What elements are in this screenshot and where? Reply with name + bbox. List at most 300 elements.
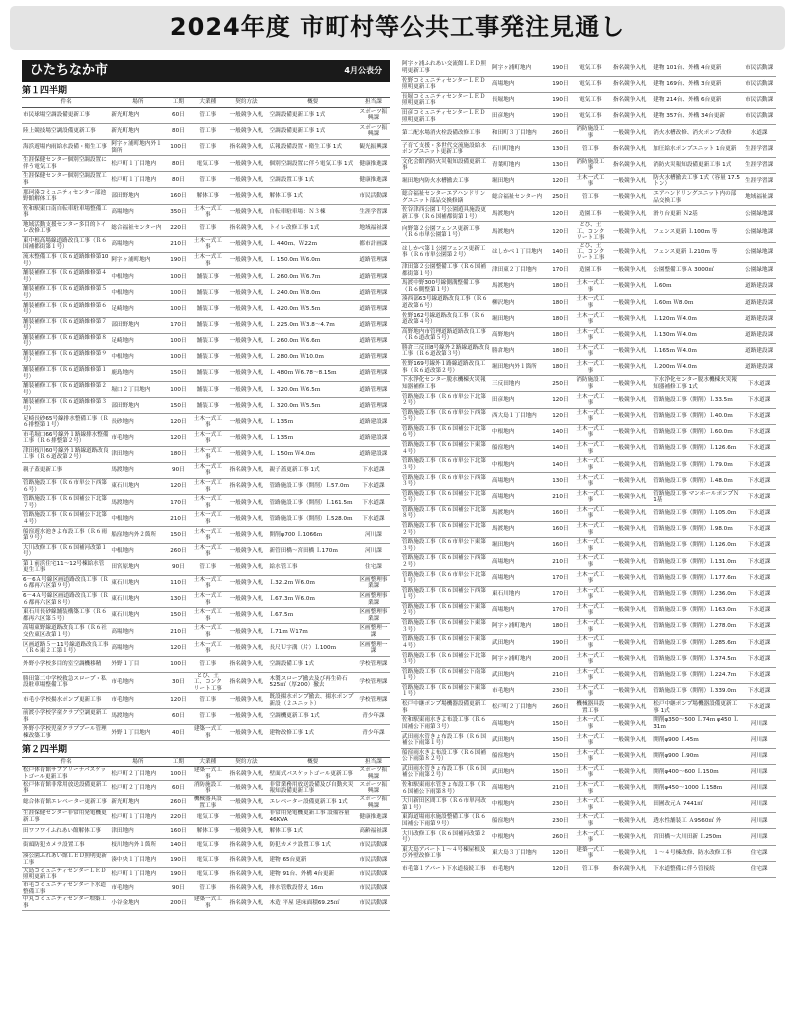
cell-project-name: 管路施設工事（Ｒ６国補公下東第１号） <box>401 683 491 699</box>
cell-summary: 公園整備工事Ａ 3000㎡ <box>652 262 742 278</box>
cell-summary: 管路施設工事（開削）Ｌ163.0ｍ <box>652 602 742 618</box>
cell-summary: フェンス更新 Ｌ210ｍ 等 <box>652 242 742 262</box>
cell-category: 建築一式工事 <box>191 767 224 781</box>
cell-location: 市毛地内 <box>491 861 547 877</box>
cell-duration: 210日 <box>547 489 573 505</box>
cell-duration: 30日 <box>166 672 192 692</box>
cell-department: 下水道課 <box>742 570 776 586</box>
cell-summary: 管路施設工事（開削）Ｌ161.5ｍ <box>269 495 357 511</box>
cell-summary: 開削φ350～500 Ｌ74ｍ φ450 Ｌ31ｍ <box>652 716 742 732</box>
cell-category: 土木一式工事 <box>574 651 608 667</box>
cell-location: 長砂地内 <box>110 414 165 430</box>
cell-location: 外野１丁目地内 <box>110 725 165 741</box>
cell-project-name: 東石川長砂線舗装構築工事（Ｒ６都再六区第５号） <box>22 608 110 624</box>
city-name: ひたちなか市 <box>30 62 109 78</box>
cell-location: 柳沢地内 <box>491 295 547 311</box>
cell-location: 船窪地内 <box>491 813 547 829</box>
cell-duration: 190日 <box>166 853 192 867</box>
table-row <box>401 76 776 92</box>
cell-location: 馬渡地内 <box>110 709 165 725</box>
cell-summary: Ｌ 480ｍ Ｗ6.78～8.15ｍ <box>269 366 357 382</box>
cell-category: 土木一式工事 <box>574 619 608 635</box>
cell-category: 土木一式工事 <box>574 797 608 813</box>
cell-department: 下水道課 <box>357 511 390 527</box>
table-row <box>22 301 390 317</box>
cell-contract-method: 一般競争入札 <box>224 591 268 607</box>
cell-category: 土木一式工事 <box>574 813 608 829</box>
cell-duration: 150日 <box>166 398 192 414</box>
cell-summary: 管路施設工事（開削）Ｌ57.0ｍ <box>269 479 357 495</box>
cell-project-name: 阿字ヶ浦ふれあい交流館ＬＥＤ照明更新工事 <box>401 60 491 76</box>
cell-project-name: 那珂湊コミュニティセンター部池野館解体工事 <box>22 188 110 204</box>
cell-project-name: 舗装補修工事（Ｒ６道路維修第７号） <box>22 317 110 333</box>
cell-summary: 開削φ450～1000 Ｌ158ｍ <box>652 780 742 796</box>
cell-location: 新光町地内 <box>110 107 165 123</box>
cell-category: 舗装工事 <box>191 301 224 317</box>
cell-project-name: 佐和駅東雨水きよ布設工事（Ｒ６国補公下雨第３号） <box>401 716 491 732</box>
cell-project-name: 管路施設工事（Ｒ６市単公下西第５号） <box>401 408 491 424</box>
cell-duration: 220日 <box>166 220 192 236</box>
cell-project-name: 佐野コミュニティセンターＬＥＤ照明更新工事 <box>401 76 491 92</box>
cell-project-name: 管路施設工事（Ｒ６市単公下西第６号） <box>22 479 110 495</box>
cell-duration: 210日 <box>547 780 573 796</box>
cell-department: スポーツ振興課 <box>357 107 390 123</box>
cell-department: 区画整理事業課 <box>357 591 390 607</box>
header-location: 場所 <box>110 757 165 766</box>
cell-category: 舗装工事 <box>191 269 224 285</box>
cell-duration: 190日 <box>547 109 573 125</box>
cell-duration: 160日 <box>166 824 192 838</box>
cell-contract-method: 一般競争入札 <box>607 635 652 651</box>
cell-summary: 管路施設工事（開削）Ｌ374.5ｍ <box>652 651 742 667</box>
header-summary: 概要 <box>269 98 357 107</box>
cell-project-name: 湊公園ふれあい館ＬＥＤ照明更新工事 <box>22 853 110 867</box>
table-row <box>401 570 776 586</box>
cell-location: 足崎地内 <box>110 301 165 317</box>
cell-category: 建築一式工事 <box>191 725 224 741</box>
cell-project-name: 津田第２公園整備工事（Ｒ６国補都街第１号） <box>401 262 491 278</box>
cell-location: 武田地内 <box>491 732 547 748</box>
cell-department: 下水道課 <box>742 473 776 489</box>
cell-duration: 60日 <box>166 107 192 123</box>
cell-location: 堀田地内 <box>491 311 547 327</box>
cell-location: 小谷金地内 <box>110 896 165 910</box>
cell-summary: 管路施設工事（開削）Ｌ224.7ｍ <box>652 667 742 683</box>
cell-summary: 消防火災報知設備更新工事 1式 <box>652 157 742 173</box>
cell-department: 道路建設課 <box>742 295 776 311</box>
cell-department: 道路管理課 <box>357 317 390 333</box>
header-project-name: 件名 <box>22 757 110 766</box>
cell-category: 土木一式工事 <box>574 505 608 521</box>
cell-contract-method: 指名競争入札 <box>224 767 268 781</box>
cell-category: 舗装工事 <box>191 333 224 349</box>
cell-summary: フェンス更新 Ｌ100ｍ 等 <box>652 222 742 242</box>
cell-duration: 150日 <box>166 366 192 382</box>
cell-category: 管工事 <box>191 107 224 123</box>
cell-department: 道路管理課 <box>357 366 390 382</box>
cell-project-name: 舗装補修工事（Ｒ６道路維修第４号） <box>22 269 110 285</box>
cell-duration: 230日 <box>547 813 573 829</box>
cell-contract-method: 指名競争入札 <box>607 60 652 76</box>
cell-department: 河川課 <box>742 813 776 829</box>
cell-contract-method: 一般競争入札 <box>607 440 652 456</box>
cell-department: 生涯学習課 <box>742 173 776 189</box>
cell-contract-method: 一般競争入札 <box>607 699 652 715</box>
cell-department: 市民活動課 <box>357 188 390 204</box>
cell-category: とび、土工、コンクリート工事 <box>191 672 224 692</box>
cell-project-name: 子育て支援・多世代交流施設給水ポンプユニット更新工事 <box>401 141 491 157</box>
cell-location: 新光町地内 <box>110 123 165 139</box>
cell-duration: 180日 <box>547 619 573 635</box>
cell-location: 中根地内 <box>110 543 165 559</box>
table-row <box>22 624 390 640</box>
cell-duration: 120日 <box>547 206 573 222</box>
cell-project-name: 中丸コミュニティセンター増築工事 <box>22 896 110 910</box>
table-row <box>22 692 390 708</box>
cell-project-name: 武田雨水管きょ布設工事（Ｒ６国補公下雨第２号） <box>401 764 491 780</box>
cell-summary: 解体工事 1式 <box>269 188 357 204</box>
cell-contract-method: 一般競争入札 <box>224 543 268 559</box>
header-department: 担当課 <box>357 98 390 107</box>
cell-project-name: 市毛コミュニティセンター下水道整備工事 <box>22 881 110 895</box>
cell-duration: 130日 <box>166 591 192 607</box>
table-row <box>401 586 776 602</box>
cell-department: 生涯学習課 <box>742 141 776 157</box>
cell-category: 土木一式工事 <box>574 473 608 489</box>
cell-project-name: 大川新田区間工事（Ｒ６市単河改第１号） <box>401 797 491 813</box>
table-row <box>22 709 390 725</box>
cell-contract-method: 一般競争入札 <box>607 813 652 829</box>
table-row <box>401 635 776 651</box>
cell-summary: 建物 169台、外構 3台更新 <box>652 76 742 92</box>
cell-category: 土木一式工事 <box>574 440 608 456</box>
cell-summary: 管路施設工事（開削）Ｌ126.0ｍ <box>652 538 742 554</box>
cell-category: 管工事 <box>191 123 224 139</box>
cell-department: 区画整理一課 <box>357 624 390 640</box>
cell-department: 観光振興課 <box>357 140 390 156</box>
cell-department: 道路建設課 <box>742 311 776 327</box>
section-q1-heading: 第１四半期 <box>22 86 68 96</box>
cell-summary: 管路施設工事（開削）Ｌ33.5ｍ <box>652 392 742 408</box>
cell-category: 土木一式工事 <box>191 479 224 495</box>
cell-contract-method: 指名競争入札 <box>607 92 652 108</box>
cell-location: 武田地内 <box>491 667 547 683</box>
cell-contract-method: 一般競争入札 <box>224 107 268 123</box>
table-row <box>22 608 390 624</box>
cell-department: 道路管理課 <box>357 349 390 365</box>
cell-contract-method: 一般競争入札 <box>607 327 652 343</box>
cell-summary: 給水管工事 <box>269 559 357 575</box>
cell-duration: 190日 <box>547 76 573 92</box>
cell-department: 生涯学習課 <box>357 204 390 220</box>
cell-project-name: 地域活動支援センター多目的トイレ改修工事 <box>22 220 110 236</box>
cell-location: 勝倉地内 <box>491 343 547 359</box>
cell-location: 高場地内 <box>491 554 547 570</box>
cell-department: 住宅課 <box>357 559 390 575</box>
cell-project-name: 武田雨水管きょ布設工事（Ｒ６国補公下雨第１号） <box>401 732 491 748</box>
cell-duration: 100日 <box>166 140 192 156</box>
cell-summary: Ｌ67.3ｍ Ｗ6.0ｍ <box>269 591 357 607</box>
cell-department: 下水道課 <box>742 521 776 537</box>
cell-project-name: はしかべ第１公園フェンス更新工事（Ｒ６市単公園第２号） <box>401 242 491 262</box>
cell-category: 管工事 <box>574 861 608 877</box>
cell-duration: 180日 <box>547 311 573 327</box>
table-row <box>22 123 390 139</box>
table-row <box>401 829 776 845</box>
cell-location: 高場地内 <box>491 473 547 489</box>
cell-summary: Ｌ165ｍ Ｗ4.0ｍ <box>652 343 742 359</box>
cell-department: 下水道課 <box>742 538 776 554</box>
right-column <box>401 60 776 1018</box>
table-row <box>401 141 776 157</box>
city-banner <box>22 60 390 82</box>
cell-department: 道路建設課 <box>742 360 776 376</box>
cell-project-name: 舗装補修工事（Ｒ６道路維修第９号） <box>22 349 110 365</box>
cell-department: 道路管理課 <box>357 333 390 349</box>
table-row <box>22 781 390 795</box>
cell-duration: 210日 <box>547 554 573 570</box>
cell-department: 下水道課 <box>742 651 776 667</box>
cell-project-name: 管路施設工事（Ｒ６国補公下北第４号） <box>22 511 110 527</box>
table-row <box>401 667 776 683</box>
cell-duration: 210日 <box>547 667 573 683</box>
cell-duration: 250日 <box>547 190 573 206</box>
cell-duration: 80日 <box>166 156 192 172</box>
cell-location: 阿字ヶ浦町地内 <box>491 60 547 76</box>
cell-department: 道路管理課 <box>357 301 390 317</box>
cell-duration: 260日 <box>547 829 573 845</box>
cell-duration: 120日 <box>166 640 192 656</box>
cell-summary: 管路施設工事（開削）Ｌ126.6ｍ <box>652 440 742 456</box>
table-row <box>22 867 390 881</box>
cell-category: 機械器具設置工事 <box>574 699 608 715</box>
table-row <box>401 92 776 108</box>
cell-duration: 260日 <box>547 699 573 715</box>
cell-location: 馬渡地内 <box>110 462 165 478</box>
table-row <box>22 220 390 236</box>
cell-summary: Ｌ60ｍ <box>652 279 742 295</box>
cell-location: 馬渡地内 <box>491 505 547 521</box>
cell-project-name: 総合福祉センターエアハンドリングユニット部品交換修繕 <box>401 190 491 206</box>
cell-summary: 解体工事 1式 <box>269 824 357 838</box>
table-row <box>401 845 776 861</box>
cell-duration: 150日 <box>547 764 573 780</box>
cell-project-name: 足崎長砂65号線排水整備工事（Ｒ６排整第１号） <box>22 414 110 430</box>
cell-duration: 190日 <box>166 867 192 881</box>
cell-project-name: 市毛第１アパート下水道接続工事 <box>401 861 491 877</box>
cell-location: 高場地内 <box>491 570 547 586</box>
table-row <box>22 767 390 781</box>
cell-category: 電気工事 <box>574 76 608 92</box>
cell-location: 市毛地内 <box>110 672 165 692</box>
cell-contract-method: 一般競争入札 <box>224 709 268 725</box>
cell-duration: 150日 <box>547 732 573 748</box>
cell-summary: トイレ改修工事 1式 <box>269 220 357 236</box>
cell-contract-method: 指名競争入札 <box>224 462 268 478</box>
cell-contract-method: 一般競争入札 <box>224 269 268 285</box>
cell-category: 舗装工事 <box>191 382 224 398</box>
cell-category: 管工事 <box>191 559 224 575</box>
cell-category: 土木一式工事 <box>574 538 608 554</box>
cell-category: 土木一式工事 <box>191 253 224 269</box>
cell-department: 下水道課 <box>742 505 776 521</box>
cell-category: 管工事 <box>574 190 608 206</box>
cell-category: 土木一式工事 <box>191 462 224 478</box>
table-row <box>22 495 390 511</box>
cell-project-name: 舗装補修工事（Ｒ６道路維修第１号） <box>22 366 110 382</box>
cell-contract-method: 一般競争入札 <box>224 781 268 795</box>
cell-contract-method: 指名競争入札 <box>607 157 652 173</box>
cell-contract-method: 一般競争入札 <box>224 575 268 591</box>
cell-contract-method: 一般競争入札 <box>607 521 652 537</box>
cell-project-name: 市毛堀口66号線外１路線排水整備工事（Ｒ６排整第２号） <box>22 430 110 446</box>
cell-contract-method: 一般競争入札 <box>224 204 268 220</box>
cell-project-name: 6－4Ａ号線区画道路改良工事（Ｒ６都再六区第８号） <box>22 591 110 607</box>
cell-department: 道路建設課 <box>742 343 776 359</box>
table-row <box>401 473 776 489</box>
table-row <box>22 107 390 123</box>
cell-summary: 建物 91台、外構 4台更新 <box>269 867 357 881</box>
cell-department: スポーツ振興課 <box>357 795 390 809</box>
cell-category: 消防施設工事 <box>191 781 224 795</box>
cell-summary: Ｌ 420.0ｍ Ｗ5.5ｍ <box>269 301 357 317</box>
cell-location: 西大島１丁目地内 <box>491 408 547 424</box>
cell-location: 市毛地内 <box>110 692 165 708</box>
cell-duration: 130日 <box>547 157 573 173</box>
cell-duration: 120日 <box>166 414 192 430</box>
cell-category: 土木一式工事 <box>191 543 224 559</box>
cell-department: 区画整理事業課 <box>357 608 390 624</box>
cell-summary: エレベーター設備更新工事 1式 <box>269 795 357 809</box>
cell-project-name: 田ワフワイふれあい館解体工事 <box>22 824 110 838</box>
cell-location: 松戸町１丁目地内 <box>110 172 165 188</box>
cell-category: 管工事 <box>191 172 224 188</box>
cell-contract-method: 一般競争入札 <box>224 123 268 139</box>
cell-summary: 建物改修工事 1式 <box>269 725 357 741</box>
table-row <box>22 838 390 852</box>
cell-contract-method: 指名競争入札 <box>224 881 268 895</box>
cell-duration: 250日 <box>547 376 573 392</box>
cell-location: 田宮原地内 <box>110 559 165 575</box>
cell-location: 高場地内 <box>491 602 547 618</box>
header-category: 大業種 <box>191 98 224 107</box>
cell-location: 松戸町１丁目地内 <box>110 810 165 824</box>
cell-category: 電気工事 <box>191 853 224 867</box>
cell-project-name: 船窪雨水きよ布設工事（Ｒ６国補公下雨第８２号） <box>401 748 491 764</box>
cell-duration: 200日 <box>547 651 573 667</box>
cell-project-name: 下水浄化センター脱水機棟火災報知器補修工事 <box>401 376 491 392</box>
cell-department: 下水道課 <box>742 554 776 570</box>
table-row <box>22 795 390 809</box>
cell-project-name: 6－6Ａ号線区画道路改良工事（Ｒ６都再六区第９号） <box>22 575 110 591</box>
cell-duration: 220日 <box>166 810 192 824</box>
cell-department: 下水道課 <box>357 462 390 478</box>
cell-location: 武田地内 <box>491 635 547 651</box>
cell-department: 公園緑地課 <box>742 222 776 242</box>
cell-duration: 160日 <box>547 521 573 537</box>
cell-department: 地域福祉課 <box>742 190 776 206</box>
cell-category: 土木一式工事 <box>574 635 608 651</box>
table-row <box>401 408 776 424</box>
table-row <box>401 327 776 343</box>
cell-summary: Ｌ 440ｍ、Ｗ22ｍ <box>269 236 357 252</box>
cell-duration: 100日 <box>166 285 192 301</box>
table-row <box>401 279 776 295</box>
cell-contract-method: 一般競争入札 <box>607 392 652 408</box>
cell-location: 松戸町２丁目地内 <box>491 699 547 715</box>
cell-duration: 110日 <box>166 575 192 591</box>
cell-location: 中根地内 <box>491 457 547 473</box>
table-row <box>401 295 776 311</box>
cell-duration: 130日 <box>547 473 573 489</box>
cell-location: 松戸町１丁目地内 <box>110 156 165 172</box>
cell-department: 道路管理課 <box>357 253 390 269</box>
cell-location: 阿字ヶ浦町地内 <box>491 619 547 635</box>
cell-contract-method: 一般競争入札 <box>607 619 652 635</box>
cell-summary: 防火水槽撤去工事 1式（容量 17.5トン） <box>652 173 742 189</box>
cell-category: 土木一式工事 <box>191 608 224 624</box>
cell-location: 東石川地内 <box>110 591 165 607</box>
cell-duration: 120日 <box>166 692 192 708</box>
cell-category: 舗装工事 <box>191 349 224 365</box>
cell-department: 市民活動課 <box>357 838 390 852</box>
cell-department: 下水道課 <box>742 489 776 505</box>
cell-project-name: 第１前浜住宅11～12号棟給水管更生工事 <box>22 559 110 575</box>
q2-table-continued <box>401 60 776 878</box>
cell-duration: 170日 <box>547 602 573 618</box>
cell-location: 三反田地内 <box>491 376 547 392</box>
cell-contract-method: 一般競争入札 <box>607 538 652 554</box>
cell-contract-method: 一般競争入札 <box>607 279 652 295</box>
cell-department: 青少年課 <box>357 709 390 725</box>
cell-project-name: 向野第２公園フェンス更新工事（Ｒ６市単公園第１号） <box>401 222 491 242</box>
cell-project-name: 前渡小学校学童クラブ空調更新工事 <box>22 709 110 725</box>
cell-duration: 160日 <box>547 505 573 521</box>
cell-duration: 170日 <box>166 317 192 333</box>
cell-summary: 管路施設工事（開削）Ｌ528.0ｍ <box>269 511 357 527</box>
cell-project-name: 第二配水場消火栓設備改修工事 <box>401 125 491 141</box>
cell-duration: 140日 <box>547 440 573 456</box>
cell-contract-method: 一般競争入札 <box>607 457 652 473</box>
cell-category: 土木一式工事 <box>574 829 608 845</box>
cell-category: 土木一式工事 <box>191 511 224 527</box>
cell-department: 河川課 <box>742 748 776 764</box>
table-row <box>22 349 390 365</box>
cell-category: 土木一式工事 <box>191 575 224 591</box>
cell-department: 道路建設課 <box>357 446 390 462</box>
cell-category: 管工事 <box>191 656 224 672</box>
cell-location: 青葉町地内 <box>491 157 547 173</box>
cell-category: とび、土工、コンクリート工事 <box>574 242 608 262</box>
cell-contract-method: 指名競争入札 <box>224 220 268 236</box>
cell-department: 下水道課 <box>742 667 776 683</box>
table-row <box>22 285 390 301</box>
cell-duration: 160日 <box>166 188 192 204</box>
cell-duration: 210日 <box>166 624 192 640</box>
cell-department: 下水道課 <box>742 424 776 440</box>
table-row <box>22 591 390 607</box>
cell-contract-method: 一般競争入札 <box>224 333 268 349</box>
cell-summary: Ｌ 240.0ｍ Ｗ8.0ｍ <box>269 285 357 301</box>
cell-contract-method: 一般競争入札 <box>607 829 652 845</box>
page-title: 2024年度 市町村等公共工事発注見通し <box>169 13 626 42</box>
cell-project-name: 管路施設工事（Ｒ６市単公下西第３号） <box>401 473 491 489</box>
cell-summary: Ｌ 150ｍ Ｗ4.0ｍ <box>269 446 357 462</box>
cell-location: 堀田地内外１箇所 <box>491 360 547 376</box>
cell-location: 枝川地内外１箇所 <box>110 838 165 852</box>
cell-contract-method: 指名競争入札 <box>607 76 652 92</box>
cell-duration: 120日 <box>547 845 573 861</box>
